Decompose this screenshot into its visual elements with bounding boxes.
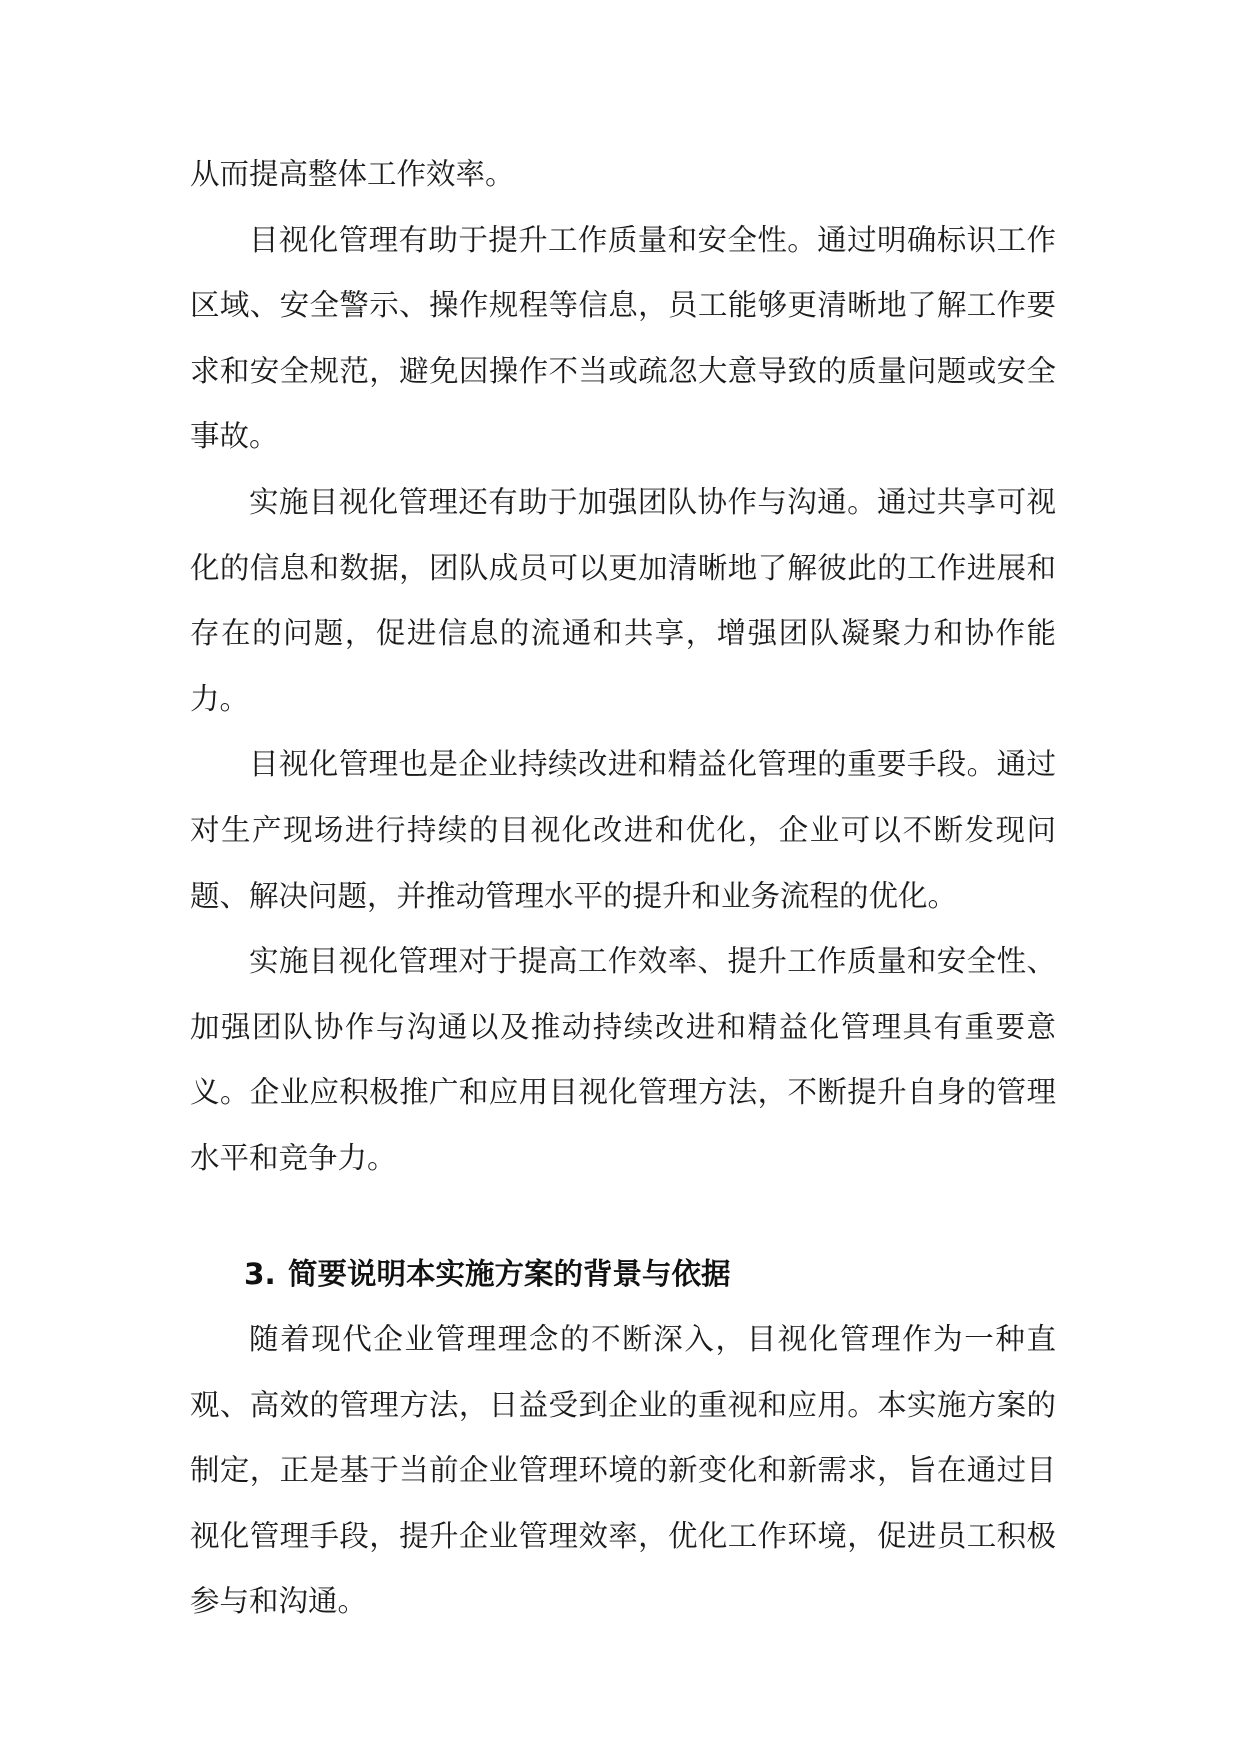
paragraph-summary: 实施目视化管理对于提高工作效率、提升工作质量和安全性、加强团队协作与沟通以及推动持续改进和精益化管理具有重要意义。企业应积极推广和应用目视化管理方法，不断提升自身的管理水平和竞争力。 xyxy=(190,944,1056,1175)
document-body xyxy=(190,142,1056,1635)
section-title: 简要说明本实施方案的背景与依据 xyxy=(288,1256,731,1291)
paragraph-team-collaboration: 实施目视化管理还有助于加强团队协作与沟通。通过共享可视化的信息和数据，团队成员可以更加清晰地了解彼此的工作进展和存在的问题，促进信息的流通和共享，增强团队凝聚力和协作能力。 xyxy=(190,484,1056,716)
paragraph-quality-safety: 目视化管理有助于提升工作质量和安全性。通过明确标识工作区域、安全警示、操作规程等信息，员工能够更清晰地了解工作要求和安全规范，避免因操作不当或疏忽大意导致的质量问题或安全事故。 xyxy=(190,222,1056,454)
paragraph-background: 随着现代企业管理理念的不断深入，目视化管理作为一种直观、高效的管理方法，日益受到企业的重视和应用。本实施方案的制定，正是基于当前企业管理环境的新变化和新需求，旨在通过目视化管理手段，提升企业管理效率，优化工作环境，促进员工积极参与和沟通。 xyxy=(190,1322,1056,1619)
section-heading xyxy=(190,1242,1056,1308)
section-number: 3. xyxy=(244,1256,276,1291)
paragraph-continuation: 从而提高整体工作效率。 xyxy=(190,157,515,191)
paragraph-continuous-improvement: 目视化管理也是企业持续改进和精益化管理的重要手段。通过对生产现场进行持续的目视化改进和优化，企业可以不断发现问题、解决问题，并推动管理水平的提升和业务流程的优化。 xyxy=(190,747,1056,913)
